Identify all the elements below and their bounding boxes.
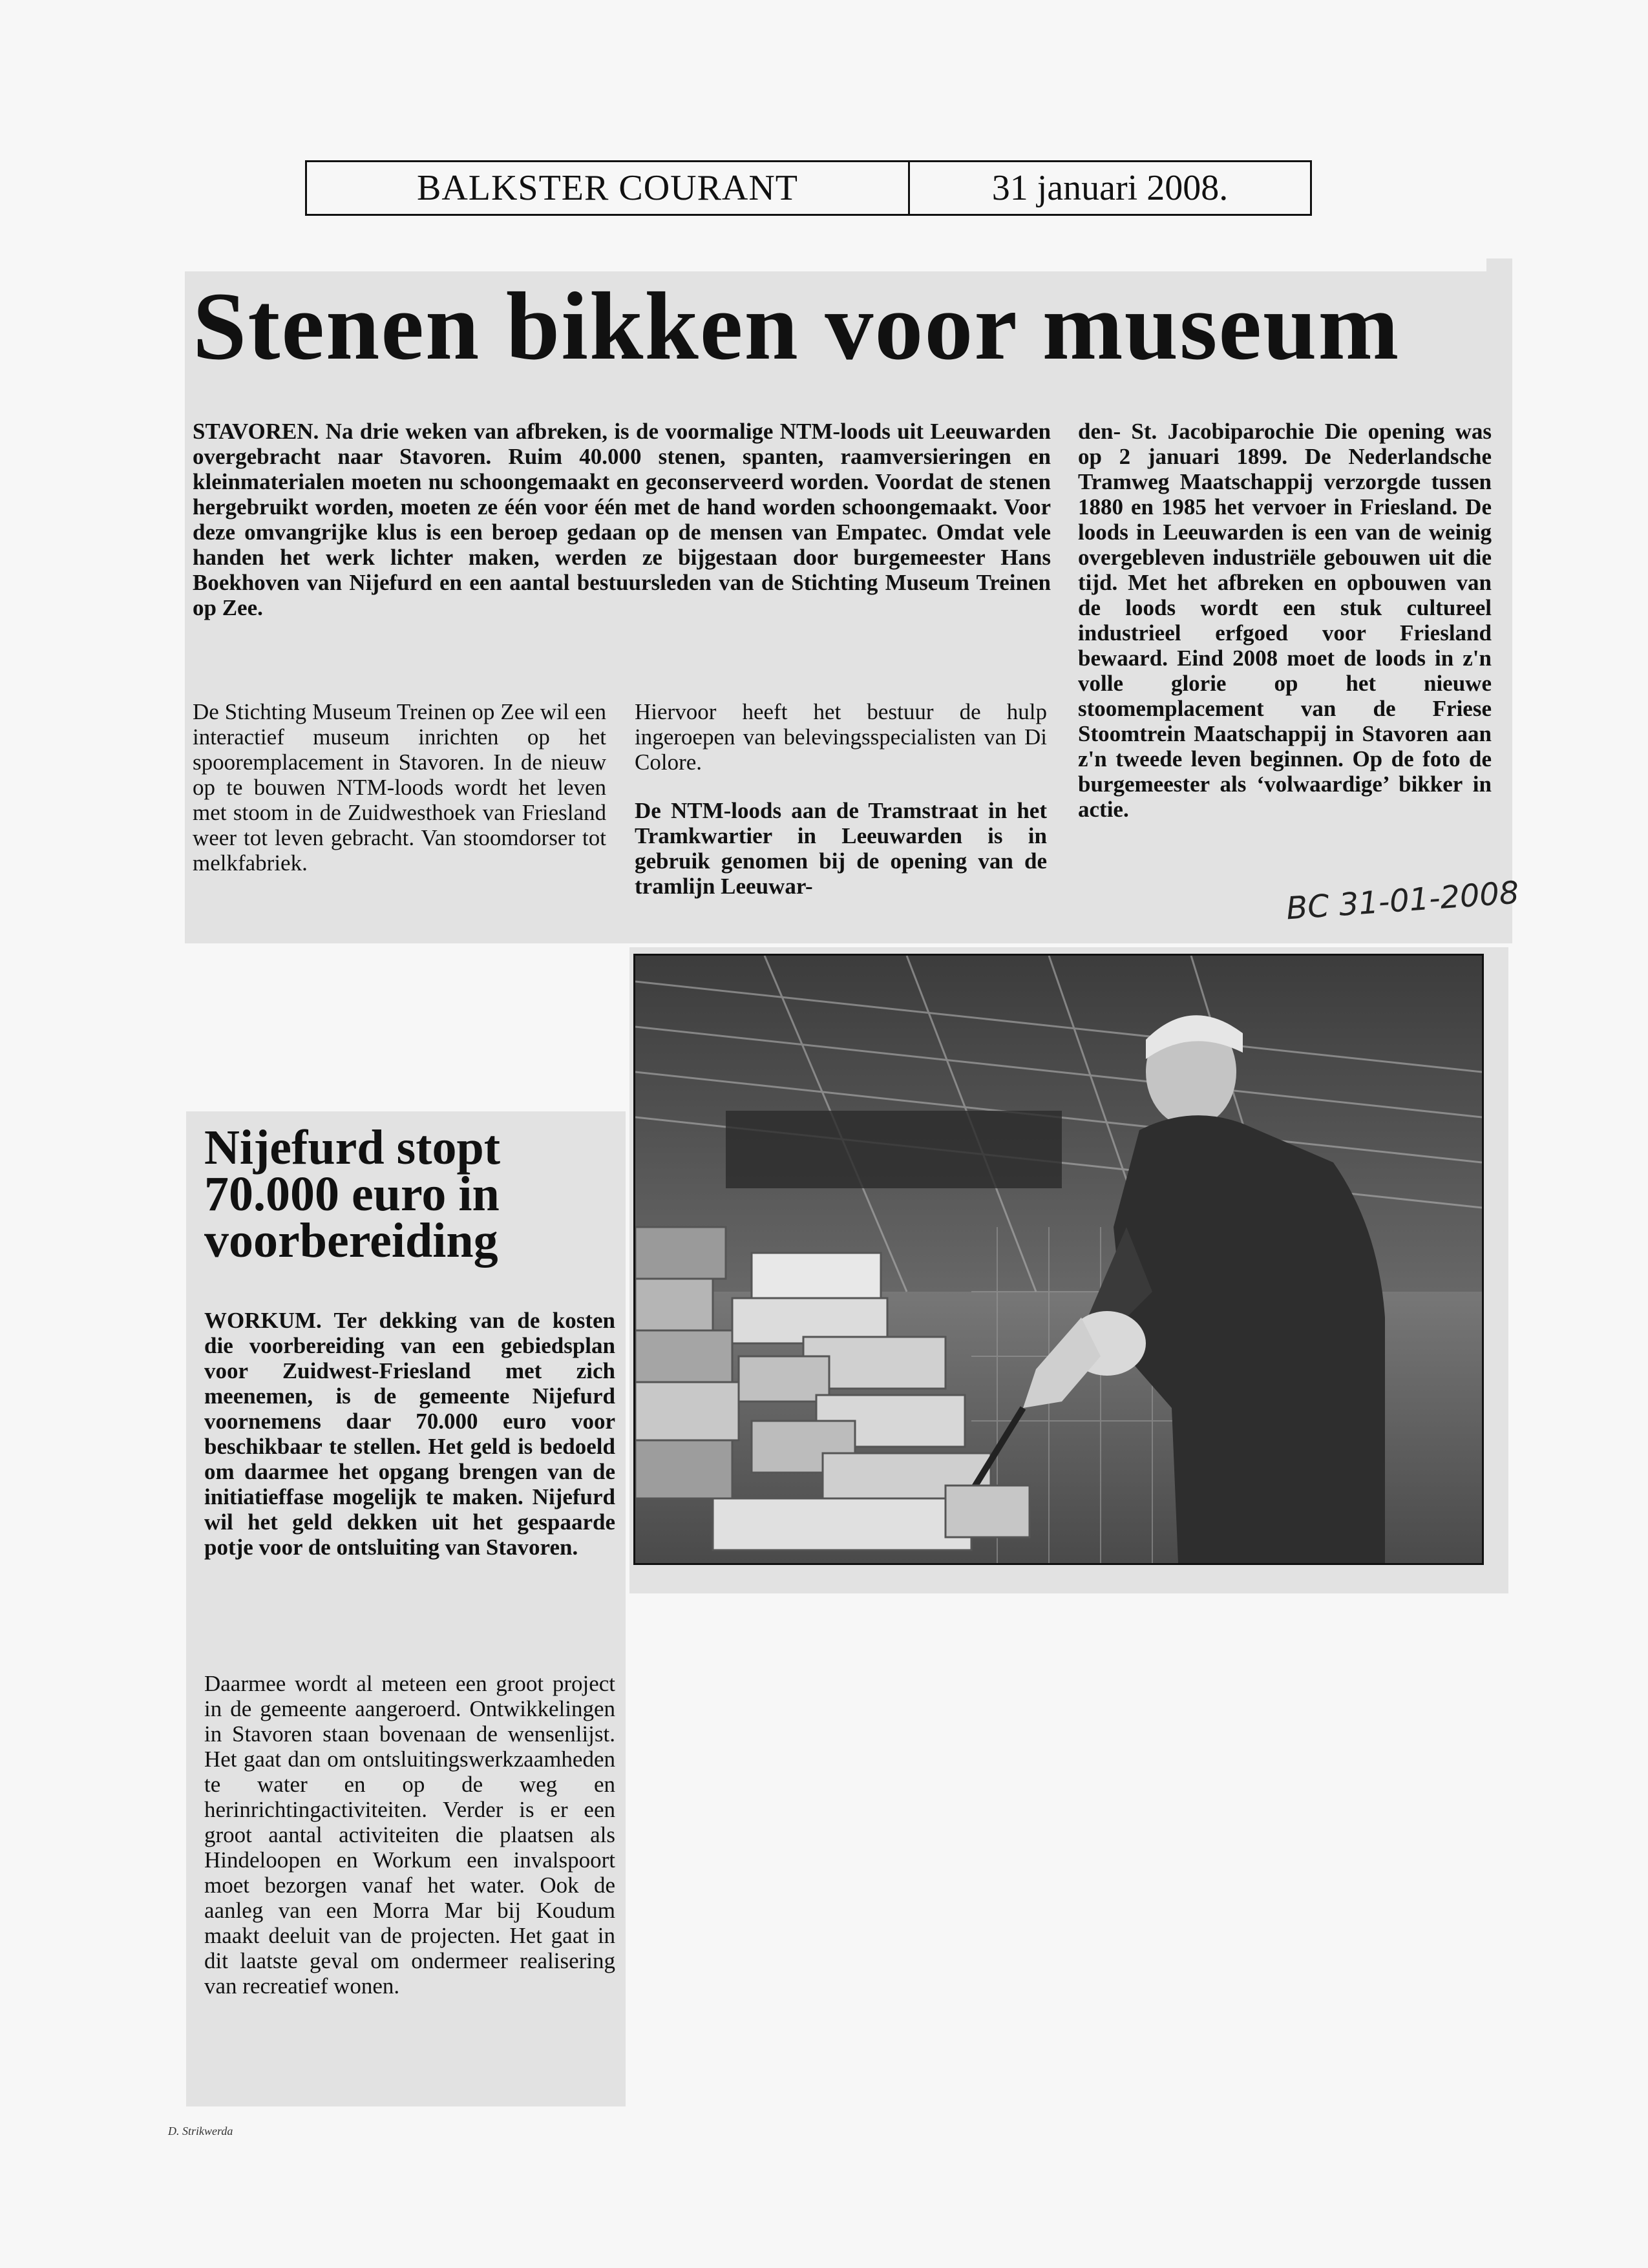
clipping-credit: D. Strikwerda [168,2125,233,2137]
article1-headline: Stenen bikken voor museum [193,273,1400,380]
article1-column2-p2: De NTM-loods aan de Tramstraat in het Tramkwartier in Leeuwarden is in gebruik genomen bij de opening van de tramlijn Leeuwar- [635,798,1047,899]
article2-headline: Nijefurd stopt 70.000 euro in voorbereiding [204,1120,501,1268]
masthead [305,160,1312,216]
paper-name: BALKSTER COURANT [307,162,910,214]
publication-date: 31 januari 2008. [991,168,1229,208]
handwritten-date-note: BC 31-01-2008 [1285,874,1521,927]
article1-column1: De Stichting Museum Treinen op Zee wil een interactief museum inrichten op het spooremplacement in Stavoren. In de nieuw op te bouwen NTM-loods wordt het leven met stoom in de Zuidwesthoek van Friesland weer tot leven gebracht. Van stoomdorser tot melkfabriek. [193,699,606,876]
article1-column2 [635,699,1047,899]
article1-column3: den- St. Jacobiparochie Die opening was op 2 januari 1899. De Nederlandsche Tramweg Maatschappij verzorgde tussen 1880 en 1985 het vervoer in Friesland. De loods in Leeuwarden is een van de weinig overgebleven industriële gebouwen uit die tijd. Met het afbreken en opbouwen van de loods wordt een stuk cultureel industrieel erfgoed voor Friesland bewaard. Eind 2008 moet de loods in z'n volle glorie op het nieuwe stoomemplacement van de Friese Stoomtrein Maatschappij in Stavoren aan z'n tweede leven beginnen. Op de foto de burgemeester als ‘volwaardige’ bikker in actie. [1078,419,1492,822]
article2-lead: WORKUM. Ter dekking van de kosten die voorbereiding van een gebiedsplan voor Zuidwest-Friesland met zich meenemen, is de gemeente Nijefurd voornemens daar 70.000 euro voor beschikbaar te stellen. Het geld is bedoeld om daarmee het opgang brengen van de initiatieffase mogelijk te maken. Nijefurd wil het geld dekken uit het gespaarde potje voor de ontsluiting van Stavoren. [204,1308,615,1560]
article2-body: Daarmee wordt al meteen een groot project in de gemeente aangeroerd. Ontwikkelingen in Stavoren staan bovenaan de wensenlijst. Het gaat dan om ontsluitingswerkzaamheden te water en op de weg en herinrichtingactiviteiten. Verder is er een groot aantal activiteiten die plaatsen als Hindeloopen en Workum een invalspoort moet bezorgen vanaf het water. Ook de aanleg van een Morra Mar bij Koudum maakt deeluit van de projecten. Het gaat in dit laatste geval om ondermeer realisering van recreatief wonen. [204,1671,615,1999]
photo-mayor-cleaning-bricks [633,954,1484,1565]
article1-column2-p1: Hiervoor heeft het bestuur de hulp ingeroepen van belevingsspecialisten van Di Colore. [635,699,1047,775]
article1-lead: STAVOREN. Na drie weken van afbreken, is de voormalige NTM-loods uit Leeuwarden overgebracht naar Stavoren. Ruim 40.000 stenen, spanten, raamversieringen en kleinmaterialen moeten nu schoongemaakt en geconserveerd worden. Voordat de stenen hergebruikt worden, moeten ze één voor één met de hand worden schoongemaakt. Voor deze omvangrijke klus is een beroep gedaan op de mensen van Empatec. Omdat vele handen het werk lichter maken, werden ze bijgestaan door burgemeester Hans Boekhoven van Nijefurd en een aantal bestuursleden van de Stichting Museum Treinen op Zee. [193,419,1051,620]
photo-illustration [635,956,1482,1563]
